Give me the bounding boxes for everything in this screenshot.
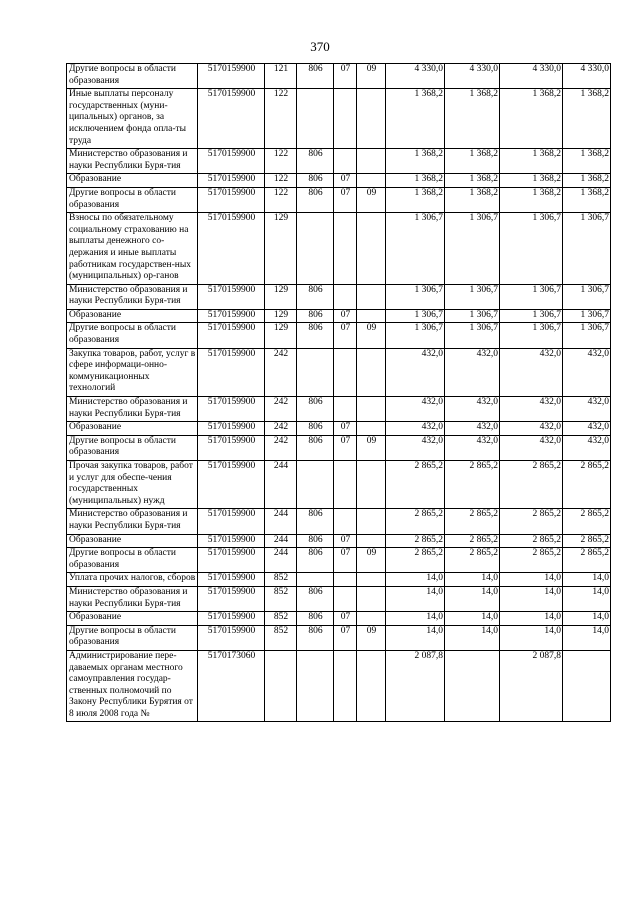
cell-amount-3: 1 306,7 — [500, 213, 563, 285]
cell-section: 07 — [334, 534, 357, 548]
cell-target-article: 5170159900 — [198, 187, 265, 212]
cell-target-article: 5170159900 — [198, 435, 265, 460]
cell-amount-2: 14,0 — [445, 612, 500, 626]
cell-target-article: 5170159900 — [198, 284, 265, 309]
cell-subsection: 09 — [357, 435, 386, 460]
cell-amount-2: 14,0 — [445, 573, 500, 587]
cell-amount-4: 1 368,2 — [563, 89, 611, 149]
cell-amount-1: 1 306,7 — [386, 213, 445, 285]
cell-amount-4: 14,0 — [563, 612, 611, 626]
cell-main-manager: 806 — [297, 64, 334, 89]
table-row — [67, 586, 611, 611]
cell-section: 07 — [334, 309, 357, 323]
cell-target-article: 5170173060 — [198, 650, 265, 722]
cell-amount-3: 1 368,2 — [500, 149, 563, 174]
cell-subsection — [357, 174, 386, 188]
cell-amount-2: 432,0 — [445, 397, 500, 422]
page-number: 370 — [310, 39, 330, 54]
cell-amount-2: 1 368,2 — [445, 174, 500, 188]
cell-section: 07 — [334, 548, 357, 573]
cell-amount-2: 4 330,0 — [445, 64, 500, 89]
cell-name: Образование — [67, 309, 198, 323]
cell-name: Министерство образования и науки Республики Буря-тия — [67, 149, 198, 174]
cell-section — [334, 284, 357, 309]
cell-amount-1: 14,0 — [386, 586, 445, 611]
cell-expense-type: 242 — [265, 348, 297, 396]
cell-subsection: 09 — [357, 548, 386, 573]
cell-amount-3: 14,0 — [500, 586, 563, 611]
cell-name: Уплата прочих налогов, сборов — [67, 573, 198, 587]
cell-amount-3: 432,0 — [500, 422, 563, 436]
table-row — [67, 612, 611, 626]
cell-target-article: 5170159900 — [198, 149, 265, 174]
cell-amount-3: 432,0 — [500, 435, 563, 460]
cell-amount-3: 1 368,2 — [500, 89, 563, 149]
table-row — [67, 323, 611, 348]
cell-amount-3: 14,0 — [500, 625, 563, 650]
table-row — [67, 89, 611, 149]
cell-amount-4: 1 368,2 — [563, 187, 611, 212]
cell-name: Министерство образования и науки Республики Буря-тия — [67, 509, 198, 534]
cell-name: Взносы по обязательному социальному страхованию на выплаты денежного со-держания и иные выплаты работникам государствен-ных (муниципальных) ор-ганов — [67, 213, 198, 285]
cell-name: Иные выплаты персоналу государственных (муни-ципальных) органов, за исключением фонда опла-ты труда — [67, 89, 198, 149]
cell-amount-3: 2 865,2 — [500, 548, 563, 573]
cell-amount-2: 432,0 — [445, 348, 500, 396]
cell-amount-3: 1 306,7 — [500, 284, 563, 309]
cell-amount-2: 14,0 — [445, 625, 500, 650]
cell-amount-3: 4 330,0 — [500, 64, 563, 89]
cell-name: Министерство образования и науки Республики Буря-тия — [67, 586, 198, 611]
cell-amount-4: 1 306,7 — [563, 284, 611, 309]
table-row — [67, 174, 611, 188]
cell-section — [334, 461, 357, 509]
cell-name: Администрирование пере-даваемых органам местного самоуправления государ-ственных полномочий по Закону Республики Бурятия от 8 июля 2008 года № — [67, 650, 198, 722]
cell-amount-1: 1 306,7 — [386, 309, 445, 323]
cell-expense-type: 242 — [265, 435, 297, 460]
cell-amount-2: 1 368,2 — [445, 187, 500, 212]
table-row — [67, 534, 611, 548]
cell-target-article: 5170159900 — [198, 323, 265, 348]
cell-amount-4: 1 368,2 — [563, 149, 611, 174]
cell-main-manager — [297, 213, 334, 285]
cell-amount-4: 432,0 — [563, 422, 611, 436]
cell-subsection: 09 — [357, 323, 386, 348]
cell-amount-1: 1 368,2 — [386, 149, 445, 174]
cell-amount-2: 14,0 — [445, 586, 500, 611]
cell-target-article: 5170159900 — [198, 397, 265, 422]
cell-main-manager — [297, 348, 334, 396]
cell-amount-4: 432,0 — [563, 435, 611, 460]
cell-subsection — [357, 573, 386, 587]
cell-section — [334, 149, 357, 174]
cell-amount-2: 1 306,7 — [445, 323, 500, 348]
cell-target-article: 5170159900 — [198, 509, 265, 534]
cell-target-article: 5170159900 — [198, 348, 265, 396]
cell-amount-3: 2 865,2 — [500, 461, 563, 509]
cell-amount-3: 2 087,8 — [500, 650, 563, 722]
cell-amount-2: 2 865,2 — [445, 461, 500, 509]
cell-name: Другие вопросы в области образования — [67, 64, 198, 89]
cell-amount-1: 2 865,2 — [386, 509, 445, 534]
cell-amount-3: 14,0 — [500, 612, 563, 626]
cell-subsection: 09 — [357, 187, 386, 212]
cell-name: Другие вопросы в области образования — [67, 435, 198, 460]
cell-target-article: 5170159900 — [198, 612, 265, 626]
cell-expense-type: 242 — [265, 422, 297, 436]
table-row — [67, 625, 611, 650]
cell-main-manager: 806 — [297, 309, 334, 323]
cell-amount-1: 432,0 — [386, 348, 445, 396]
cell-main-manager: 806 — [297, 323, 334, 348]
cell-amount-1: 2 087,8 — [386, 650, 445, 722]
cell-amount-1: 1 368,2 — [386, 174, 445, 188]
cell-subsection — [357, 534, 386, 548]
cell-amount-4: 14,0 — [563, 586, 611, 611]
cell-expense-type: 129 — [265, 213, 297, 285]
cell-main-manager: 806 — [297, 534, 334, 548]
cell-expense-type: 122 — [265, 174, 297, 188]
cell-amount-2: 2 865,2 — [445, 548, 500, 573]
cell-name: Закупка товаров, работ, услуг в сфере информаци-онно-коммуникационных технологий — [67, 348, 198, 396]
cell-section: 07 — [334, 323, 357, 348]
cell-amount-4: 1 306,7 — [563, 309, 611, 323]
cell-amount-3: 2 865,2 — [500, 509, 563, 534]
cell-amount-4: 14,0 — [563, 625, 611, 650]
cell-section: 07 — [334, 422, 357, 436]
cell-amount-4: 1 306,7 — [563, 213, 611, 285]
cell-subsection — [357, 422, 386, 436]
cell-name: Образование — [67, 422, 198, 436]
cell-subsection — [357, 397, 386, 422]
table-row — [67, 650, 611, 722]
table-row — [67, 422, 611, 436]
cell-subsection — [357, 89, 386, 149]
table-row — [67, 348, 611, 396]
cell-subsection: 09 — [357, 64, 386, 89]
cell-amount-1: 14,0 — [386, 573, 445, 587]
cell-target-article: 5170159900 — [198, 89, 265, 149]
cell-expense-type — [265, 650, 297, 722]
cell-main-manager: 806 — [297, 625, 334, 650]
cell-target-article: 5170159900 — [198, 309, 265, 323]
cell-expense-type: 244 — [265, 548, 297, 573]
cell-name: Другие вопросы в области образования — [67, 323, 198, 348]
cell-amount-1: 14,0 — [386, 625, 445, 650]
cell-target-article: 5170159900 — [198, 64, 265, 89]
cell-amount-4 — [563, 650, 611, 722]
cell-amount-3: 432,0 — [500, 397, 563, 422]
cell-expense-type: 129 — [265, 284, 297, 309]
cell-amount-4: 432,0 — [563, 348, 611, 396]
cell-section — [334, 397, 357, 422]
cell-target-article: 5170159900 — [198, 422, 265, 436]
cell-target-article: 5170159900 — [198, 174, 265, 188]
cell-expense-type: 121 — [265, 64, 297, 89]
cell-main-manager: 806 — [297, 284, 334, 309]
cell-expense-type: 244 — [265, 509, 297, 534]
cell-name: Образование — [67, 174, 198, 188]
cell-amount-4: 1 306,7 — [563, 323, 611, 348]
cell-target-article: 5170159900 — [198, 548, 265, 573]
cell-amount-2: 432,0 — [445, 435, 500, 460]
cell-section — [334, 509, 357, 534]
cell-expense-type: 129 — [265, 309, 297, 323]
cell-main-manager: 806 — [297, 509, 334, 534]
cell-amount-1: 2 865,2 — [386, 548, 445, 573]
cell-name: Прочая закупка товаров, работ и услуг для обеспе-чения государственных (муниципальных) нужд — [67, 461, 198, 509]
cell-target-article: 5170159900 — [198, 213, 265, 285]
cell-main-manager: 806 — [297, 612, 334, 626]
table-row — [67, 213, 611, 285]
cell-expense-type: 129 — [265, 323, 297, 348]
cell-section — [334, 89, 357, 149]
table-row — [67, 573, 611, 587]
cell-name: Образование — [67, 612, 198, 626]
cell-amount-2: 432,0 — [445, 422, 500, 436]
cell-amount-4: 2 865,2 — [563, 461, 611, 509]
cell-amount-1: 1 368,2 — [386, 89, 445, 149]
cell-name: Другие вопросы в области образования — [67, 548, 198, 573]
cell-main-manager — [297, 461, 334, 509]
cell-amount-3: 1 306,7 — [500, 323, 563, 348]
cell-subsection — [357, 309, 386, 323]
cell-section — [334, 573, 357, 587]
cell-amount-4: 432,0 — [563, 397, 611, 422]
cell-subsection — [357, 586, 386, 611]
cell-amount-3: 1 368,2 — [500, 174, 563, 188]
cell-amount-1: 1 368,2 — [386, 187, 445, 212]
cell-main-manager: 806 — [297, 435, 334, 460]
cell-main-manager: 806 — [297, 187, 334, 212]
cell-main-manager: 806 — [297, 174, 334, 188]
cell-main-manager: 806 — [297, 586, 334, 611]
cell-expense-type: 244 — [265, 461, 297, 509]
cell-main-manager: 806 — [297, 397, 334, 422]
cell-subsection — [357, 213, 386, 285]
table-row — [67, 397, 611, 422]
cell-section: 07 — [334, 435, 357, 460]
cell-expense-type: 242 — [265, 397, 297, 422]
cell-target-article: 5170159900 — [198, 573, 265, 587]
cell-amount-2 — [445, 650, 500, 722]
table-row — [67, 187, 611, 212]
table-row — [67, 435, 611, 460]
table-row — [67, 64, 611, 89]
cell-subsection — [357, 284, 386, 309]
cell-section: 07 — [334, 625, 357, 650]
cell-amount-4: 1 368,2 — [563, 174, 611, 188]
cell-amount-2: 2 865,2 — [445, 509, 500, 534]
table-row — [67, 548, 611, 573]
cell-amount-3: 14,0 — [500, 573, 563, 587]
cell-amount-1: 14,0 — [386, 612, 445, 626]
cell-expense-type: 852 — [265, 586, 297, 611]
cell-main-manager — [297, 650, 334, 722]
cell-main-manager: 806 — [297, 548, 334, 573]
table-row — [67, 284, 611, 309]
cell-section — [334, 213, 357, 285]
cell-expense-type: 244 — [265, 534, 297, 548]
cell-subsection — [357, 650, 386, 722]
cell-amount-2: 1 368,2 — [445, 89, 500, 149]
cell-main-manager: 806 — [297, 149, 334, 174]
cell-amount-2: 1 306,7 — [445, 213, 500, 285]
cell-amount-3: 1 368,2 — [500, 187, 563, 212]
cell-expense-type: 852 — [265, 625, 297, 650]
cell-amount-3: 432,0 — [500, 348, 563, 396]
cell-expense-type: 852 — [265, 573, 297, 587]
cell-name: Другие вопросы в области образования — [67, 187, 198, 212]
cell-main-manager: 806 — [297, 422, 334, 436]
cell-amount-3: 1 306,7 — [500, 309, 563, 323]
cell-amount-1: 2 865,2 — [386, 534, 445, 548]
cell-expense-type: 122 — [265, 89, 297, 149]
cell-section — [334, 348, 357, 396]
table-row — [67, 461, 611, 509]
cell-amount-1: 2 865,2 — [386, 461, 445, 509]
cell-amount-2: 2 865,2 — [445, 534, 500, 548]
cell-main-manager — [297, 89, 334, 149]
cell-amount-2: 1 306,7 — [445, 309, 500, 323]
table-row — [67, 309, 611, 323]
cell-amount-4: 2 865,2 — [563, 534, 611, 548]
cell-amount-1: 432,0 — [386, 397, 445, 422]
cell-amount-4: 2 865,2 — [563, 509, 611, 534]
cell-amount-4: 14,0 — [563, 573, 611, 587]
cell-amount-4: 4 330,0 — [563, 64, 611, 89]
cell-name: Министерство образования и науки Республики Буря-тия — [67, 284, 198, 309]
cell-expense-type: 852 — [265, 612, 297, 626]
cell-section: 07 — [334, 612, 357, 626]
cell-subsection — [357, 461, 386, 509]
cell-section: 07 — [334, 174, 357, 188]
cell-target-article: 5170159900 — [198, 534, 265, 548]
cell-target-article: 5170159900 — [198, 461, 265, 509]
table-row — [67, 509, 611, 534]
cell-section — [334, 650, 357, 722]
cell-amount-2: 1 306,7 — [445, 284, 500, 309]
cell-section: 07 — [334, 64, 357, 89]
cell-amount-4: 2 865,2 — [563, 548, 611, 573]
cell-target-article: 5170159900 — [198, 586, 265, 611]
budget-table — [66, 63, 611, 722]
cell-main-manager — [297, 573, 334, 587]
cell-amount-1: 1 306,7 — [386, 284, 445, 309]
cell-amount-1: 4 330,0 — [386, 64, 445, 89]
cell-name: Министерство образования и науки Республики Буря-тия — [67, 397, 198, 422]
cell-subsection — [357, 348, 386, 396]
cell-amount-1: 432,0 — [386, 422, 445, 436]
cell-amount-1: 432,0 — [386, 435, 445, 460]
cell-expense-type: 122 — [265, 187, 297, 212]
cell-name: Образование — [67, 534, 198, 548]
cell-subsection — [357, 612, 386, 626]
table-row — [67, 149, 611, 174]
cell-amount-1: 1 306,7 — [386, 323, 445, 348]
cell-subsection — [357, 509, 386, 534]
cell-target-article: 5170159900 — [198, 625, 265, 650]
cell-amount-2: 1 368,2 — [445, 149, 500, 174]
cell-subsection: 09 — [357, 625, 386, 650]
cell-amount-3: 2 865,2 — [500, 534, 563, 548]
cell-expense-type: 122 — [265, 149, 297, 174]
cell-subsection — [357, 149, 386, 174]
cell-name: Другие вопросы в области образования — [67, 625, 198, 650]
cell-section: 07 — [334, 187, 357, 212]
cell-section — [334, 586, 357, 611]
